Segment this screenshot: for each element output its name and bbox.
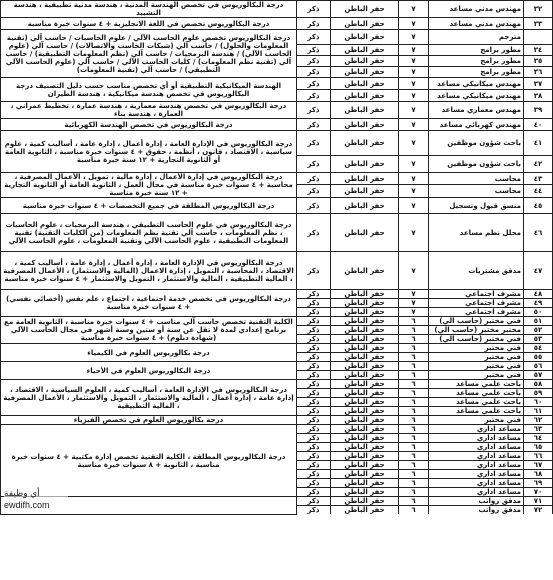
location-cell: حفر الباطن [331, 308, 399, 317]
gender-cell: ذكر [297, 434, 331, 443]
watermark [4, 487, 68, 511]
gender-cell: ذكر [297, 173, 331, 185]
row-number-cell: ٦٦ [524, 452, 553, 461]
qualification-cell: درجة البكالوريوس المطلقة ، الكلية التقنية تخصص إدارة مكتبية + ٤ سنوات خبرة مناسبة ، الثانوية + ٨ سنوات خبرة مناسبة [1, 425, 297, 497]
row-number-cell: ٤٧ [524, 252, 553, 290]
rank-cell: ٧ [399, 185, 429, 198]
location-cell: حفر الباطن [331, 102, 399, 119]
row-number-cell: ٤١ [524, 131, 553, 156]
watermark-url: ewdifh.com [4, 500, 50, 510]
qualification-cell: درجة البكالوريوس تخصص في اللغة الانجليزية + ٤ سنوات خبرة مناسبة [1, 18, 297, 30]
rank-cell: ٦ [399, 398, 429, 407]
table-row [1, 214, 553, 252]
row-number-cell: ٣٣ [524, 18, 553, 30]
job-title-cell: فني مختبر [429, 362, 524, 371]
gender-cell: ذكر [297, 45, 331, 56]
job-title-cell: مساعد اداري [429, 425, 524, 434]
table-row [1, 30, 553, 45]
job-title-cell: منسق قبول وتسجيل [429, 198, 524, 214]
job-title-cell: مساعد اداري [429, 434, 524, 443]
location-cell: حفر الباطن [331, 488, 399, 497]
gender-cell: ذكر [297, 443, 331, 452]
gender-cell: ذكر [297, 425, 331, 434]
row-number-cell: ٣٤ [524, 45, 553, 56]
row-number-cell: ٤٠ [524, 119, 553, 131]
table-row [1, 416, 553, 425]
row-number-cell: ٦٣ [524, 425, 553, 434]
gender-cell: ذكر [297, 380, 331, 389]
rank-cell: ٦ [399, 425, 429, 434]
rank-cell: ٧ [399, 198, 429, 214]
rank-cell: ٧ [399, 90, 429, 102]
job-title-cell: فني مختبر (حاسب آلي) [429, 317, 524, 326]
location-cell: حفر الباطن [331, 30, 399, 45]
location-cell: حفر الباطن [331, 425, 399, 434]
location-cell: حفر الباطن [331, 173, 399, 185]
rank-cell: ٧ [399, 56, 429, 67]
gender-cell: ذكر [297, 497, 331, 506]
job-title-cell: مساعد اداري [429, 443, 524, 452]
rank-cell: ٧ [399, 67, 429, 78]
row-number-cell: ٧٢ [524, 506, 553, 515]
location-cell: حفر الباطن [331, 443, 399, 452]
row-number-cell: ٦٩ [524, 479, 553, 488]
row-number-cell: ٥٢ [524, 326, 553, 335]
job-title-cell: مهندس ميكانيكي مساعد [429, 90, 524, 102]
rank-cell: ٦ [399, 452, 429, 461]
rank-cell: ٧ [399, 30, 429, 45]
rank-cell: ٧ [399, 102, 429, 119]
gender-cell: ذكر [297, 119, 331, 131]
rank-cell: ٦ [399, 479, 429, 488]
rank-cell: ٦ [399, 389, 429, 398]
location-cell: حفر الباطن [331, 344, 399, 353]
rank-cell: ٦ [399, 407, 429, 416]
job-title-cell: مهندس كهربائي مساعد [429, 119, 524, 131]
job-title-cell: باحث شؤون موظفين [429, 156, 524, 173]
rank-cell: ٧ [399, 308, 429, 317]
row-number-cell: ٦٤ [524, 434, 553, 443]
gender-cell: ذكر [297, 344, 331, 353]
location-cell: حفر الباطن [331, 452, 399, 461]
location-cell: حفر الباطن [331, 371, 399, 380]
location-cell: حفر الباطن [331, 407, 399, 416]
table-row [1, 18, 553, 30]
qualification-cell: درجة بكالوريوس العلوم في الكيمياء [1, 344, 297, 362]
qualification-cell: الكلية التقنية تخصص حاسب آلي مناسب + ٤ سنوات خبرة مناسبة ، الثانوية العامة مع برنامج إعدادي لمدة لا تقل عن سنة أو ستين وسنة أشهر في مجال الحاسب الآلي (شهادة دبلوم) + ٤ سنوات خبرة مناسبة [1, 317, 297, 344]
job-title-cell: مشرف اجتماعي [429, 308, 524, 317]
row-number-cell [524, 30, 553, 45]
table-row [1, 252, 553, 290]
rank-cell: ٧ [399, 131, 429, 156]
qualification-cell: درجة بكالوريوس العلوم في تخصص الفيزياء [1, 416, 297, 425]
location-cell: حفر الباطن [331, 1, 399, 18]
rank-cell: ٦ [399, 434, 429, 443]
location-cell: حفر الباطن [331, 131, 399, 156]
rank-cell: ٧ [399, 18, 429, 30]
row-number-cell: ٦١ [524, 407, 553, 416]
location-cell: حفر الباطن [331, 335, 399, 344]
gender-cell: ذكر [297, 308, 331, 317]
rank-cell: ٦ [399, 317, 429, 326]
rank-cell: ٧ [399, 299, 429, 308]
job-title-cell: فني مختبر [429, 344, 524, 353]
row-number-cell: ٦٢ [524, 416, 553, 425]
rank-cell: ٦ [399, 470, 429, 479]
location-cell: حفر الباطن [331, 252, 399, 290]
gender-cell: ذكر [297, 290, 331, 299]
table-row [1, 198, 553, 214]
row-number-cell: ٣٨ [524, 90, 553, 102]
row-number-cell: ٤٥ [524, 198, 553, 214]
row-number-cell: ٦٠ [524, 398, 553, 407]
job-title-cell: مساعد اداري [429, 470, 524, 479]
gender-cell: ذكر [297, 452, 331, 461]
row-number-cell: ٥٥ [524, 353, 553, 362]
location-cell: حفر الباطن [331, 416, 399, 425]
job-title-cell: محاسب [429, 173, 524, 185]
job-title-cell: مختبر مختبر (حاسب آلي) [429, 326, 524, 335]
location-cell: حفر الباطن [331, 119, 399, 131]
qualification-cell: درجة البكالوريوس في علوم الحاسب التطبيقي ، هندسة البرمجيات ، علوم الحاسبات ، نظم المعلومات ، حاسب آلي تقنية نظم المعلومات (من الكليات التقنية) تقنية المعلومات التطبيقية ، علوم الحاسب الآلي وتقنية المعلومات ، علوم الحاسب الآلي [1, 214, 297, 252]
location-cell: حفر الباطن [331, 461, 399, 470]
qualification-cell: درجة البكالوريوس العلوم في الأحياء [1, 362, 297, 380]
row-number-cell: ٣٧ [524, 78, 553, 90]
job-title-cell: مطور برامج [429, 45, 524, 56]
table-row [1, 317, 553, 326]
table-row [1, 290, 553, 299]
table-row [1, 173, 553, 185]
location-cell: حفر الباطن [331, 156, 399, 173]
qualification-cell: الهندسة الميكانيكية التطبيقية أو أي تخصص مناسب حسب دليل التصنيف درجة البكالوريوس في تخصص هندسة ميكانيكية ، هندسة الطيران [1, 78, 297, 102]
location-cell: حفر الباطن [331, 398, 399, 407]
gender-cell: ذكر [297, 214, 331, 252]
rank-cell: ٦ [399, 506, 429, 515]
rank-cell: ٦ [399, 497, 429, 506]
location-cell: حفر الباطن [331, 353, 399, 362]
location-cell: حفر الباطن [331, 479, 399, 488]
gender-cell: ذكر [297, 353, 331, 362]
gender-cell: ذكر [297, 479, 331, 488]
job-title-cell: محاسب [429, 185, 524, 198]
rank-cell: ٧ [399, 173, 429, 185]
qualification-cell: درجة البكالوريوس في الإدارة العامة ، أساليب كمية ، العلوم السياسية ، الاقتصاد ، إدارة عامة ، إدارة أعمال ، المالية والاستثمار ، التمويل والاستثمار ، الأعمال المصرفية ، المالية التطبيقية [1, 380, 297, 416]
row-number-cell: ٣٩ [524, 102, 553, 119]
rank-cell: ٦ [399, 335, 429, 344]
job-title-cell: فني مختبر [429, 371, 524, 380]
table-row [1, 131, 553, 156]
location-cell: حفر الباطن [331, 299, 399, 308]
job-title-cell: محلل نظم مساعد [429, 214, 524, 252]
gender-cell: ذكر [297, 78, 331, 90]
row-number-cell: ٦٨ [524, 470, 553, 479]
gender-cell: ذكر [297, 18, 331, 30]
job-title-cell: مهندس مدني مساعد [429, 1, 524, 18]
rank-cell: ٧ [399, 156, 429, 173]
row-number-cell: ٥٨ [524, 380, 553, 389]
row-number-cell: ٣٦ [524, 67, 553, 78]
row-number-cell: ٧١ [524, 497, 553, 506]
row-number-cell: ٧٠ [524, 488, 553, 497]
rank-cell: ٧ [399, 1, 429, 18]
job-title-cell: مساعد اداري [429, 488, 524, 497]
row-number-cell: ٥٣ [524, 335, 553, 344]
gender-cell: ذكر [297, 1, 331, 18]
qualification-cell: درجة البكالوريوس في تخصص الهندسة المدنية ، هندسة مدنية تطبيقية ، هندسة التشييد [1, 1, 297, 18]
rank-cell: ٦ [399, 344, 429, 353]
location-cell: حفر الباطن [331, 78, 399, 90]
job-title-cell: فني مختبر [429, 353, 524, 362]
gender-cell: ذكر [297, 317, 331, 326]
job-title-cell: مشرف اجتماعي [429, 290, 524, 299]
gender-cell: ذكر [297, 185, 331, 198]
gender-cell: ذكر [297, 67, 331, 78]
row-number-cell: ٥٩ [524, 389, 553, 398]
location-cell: حفر الباطن [331, 214, 399, 252]
job-title-cell: مترجم [429, 30, 524, 45]
row-number-cell: ٣٢ [524, 1, 553, 18]
location-cell: حفر الباطن [331, 434, 399, 443]
rank-cell: ٧ [399, 252, 429, 290]
gender-cell: ذكر [297, 131, 331, 156]
gender-cell: ذكر [297, 461, 331, 470]
gender-cell: ذكر [297, 470, 331, 479]
qualification-cell: درجة البكالوريوس في تخصص خدمة اجتماعية ، اجتماع ، علم نفس (أخصائي نفسي) + ٤ سنوات خبرة مناسبة [1, 290, 297, 317]
gender-cell: ذكر [297, 90, 331, 102]
table-row [1, 380, 553, 389]
rank-cell: ٦ [399, 380, 429, 389]
gender-cell: ذكر [297, 371, 331, 380]
location-cell: حفر الباطن [331, 317, 399, 326]
row-number-cell: ٤٣ [524, 173, 553, 185]
row-number-cell: ٤٢ [524, 156, 553, 173]
table-row [1, 344, 553, 353]
gender-cell: ذكر [297, 335, 331, 344]
row-number-cell: ٤٩ [524, 299, 553, 308]
job-title-cell: باحث علمي مساعد [429, 380, 524, 389]
location-cell: حفر الباطن [331, 326, 399, 335]
job-title-cell: مهندس ميكانيكي مساعد [429, 78, 524, 90]
location-cell: حفر الباطن [331, 90, 399, 102]
location-cell: حفر الباطن [331, 470, 399, 479]
rank-cell: ٧ [399, 214, 429, 252]
qualification-cell: درجة البكالوريوس المطلقة في جميع التخصصات + ٤ سنوات خبرة مناسبة [1, 198, 297, 214]
row-number-cell: ٤٤ [524, 185, 553, 198]
rank-cell: ٦ [399, 488, 429, 497]
row-number-cell: ٦٧ [524, 461, 553, 470]
table-row [1, 119, 553, 131]
row-number-cell: ٥٤ [524, 344, 553, 353]
location-cell: حفر الباطن [331, 389, 399, 398]
qualification-cell: درجة البكالوريوس في تخصص الهندسة الكهربائية [1, 119, 297, 131]
gender-cell: ذكر [297, 488, 331, 497]
table-row [1, 78, 553, 90]
qualification-cell: درجة البكالوريوس تخصص علوم الحاسب الآلي / علوم الحاسبات / حاسب آلي (تقنية المعلومات والحلول) / حاسب آلي (شبكات الحاسب والاتصالات) / حاسب آلي (علوم الحاسب الآلي) / هندسة البرمجيات / حاسب آلي (نظم المعلومات التطبيقية) / حاسب آلي (تقنية نظم المعلومات) / كليات الحاسب الآلي / حاسب آلي (علوم الحاسب الآلي التطبيقي) / حاسب آلي (تقنية المعلومات) [1, 30, 297, 78]
gender-cell: ذكر [297, 30, 331, 45]
job-title-cell: باحث شؤون موظفين [429, 131, 524, 156]
location-cell: حفر الباطن [331, 506, 399, 515]
jobs-table-body [1, 1, 553, 515]
job-title-cell: مشرف اجتماعي [429, 299, 524, 308]
rank-cell: ٦ [399, 461, 429, 470]
qualification-cell: درجة البكالوريوس في تخصص هندسة معمارية ، هندسة عمارة ، تخطيط عمراني ، العمارة ، هندسة بناء [1, 102, 297, 119]
rank-cell: ٦ [399, 326, 429, 335]
job-title-cell: مساعد اداري [429, 452, 524, 461]
row-number-cell: ٦٥ [524, 443, 553, 452]
row-number-cell: ٥٧ [524, 371, 553, 380]
gender-cell: ذكر [297, 398, 331, 407]
location-cell: حفر الباطن [331, 18, 399, 30]
rank-cell: ٧ [399, 119, 429, 131]
gender-cell: ذكر [297, 407, 331, 416]
gender-cell: ذكر [297, 506, 331, 515]
gender-cell: ذكر [297, 362, 331, 371]
job-title-cell: مطور برامج [429, 56, 524, 67]
job-title-cell: مطور برامج [429, 67, 524, 78]
rank-cell: ٧ [399, 78, 429, 90]
location-cell: حفر الباطن [331, 45, 399, 56]
table-row [1, 362, 553, 371]
qualification-cell: درجة البكالوريوس في الإدارة العامة ، إدارة أعمال ، إدارة عامة ، أساليب كمية ، الاقتصاد ، المحاسبة ، التمويل ، إدارة الاعمال (المالية والاستثمار) ، الأعمال المصرفية ، المالية التطبيقية ، المالية والاستثمار ، التمويل والاستثمار + ٤ سنوات خبرة مناسبة [1, 252, 297, 290]
rank-cell: ٦ [399, 416, 429, 425]
row-number-cell: ٥٠ [524, 308, 553, 317]
rank-cell: ٧ [399, 45, 429, 56]
row-number-cell: ٤٨ [524, 290, 553, 299]
table-row [1, 102, 553, 119]
table-row [1, 1, 553, 18]
location-cell: حفر الباطن [331, 67, 399, 78]
gender-cell: ذكر [297, 389, 331, 398]
job-title-cell: باحث علمي مساعد [429, 398, 524, 407]
job-title-cell: فني مختبر (حاسب آلي) [429, 335, 524, 344]
gender-cell: ذكر [297, 252, 331, 290]
job-title-cell: مساعد اداري [429, 479, 524, 488]
rank-cell: ٦ [399, 443, 429, 452]
row-number-cell: ٣٥ [524, 56, 553, 67]
rank-cell: ٦ [399, 362, 429, 371]
qualification-cell: درجة البكالوريوس في الإدارة العامة ، إدارة أعمال ، إدارة عامة ، أساليب كمية ، علوم سياسية ، الاقتصاد ، قانون ، أنظمة ، حقوق + ٤ سنوات خبرة مناسبة ، الثانوية العامة أو الثانوية التجارية + ١٢ سنة خبرة مناسبة [1, 131, 297, 173]
rank-cell: ٦ [399, 371, 429, 380]
job-title-cell: فني مختبر [429, 416, 524, 425]
location-cell: حفر الباطن [331, 185, 399, 198]
location-cell: حفر الباطن [331, 380, 399, 389]
gender-cell: ذكر [297, 156, 331, 173]
gender-cell: ذكر [297, 102, 331, 119]
job-title-cell: مساعد اداري [429, 461, 524, 470]
location-cell: حفر الباطن [331, 56, 399, 67]
job-title-cell: مهندس مدني مساعد [429, 18, 524, 30]
row-number-cell: ٥٦ [524, 362, 553, 371]
location-cell: حفر الباطن [331, 290, 399, 299]
job-title-cell: مدقق مشتريات [429, 252, 524, 290]
job-title-cell: مدقق رواتب [429, 506, 524, 515]
watermark-arabic: أي وظيفة [4, 488, 40, 498]
job-title-cell: مهندس معماري مساعد [429, 102, 524, 119]
gender-cell: ذكر [297, 198, 331, 214]
qualification-cell: درجة البكالوريوس في إدارة الأعمال ، إدارة مالية ، تمويل ، الأعمال المصرفية ، محاسبة + ٤ سنوات خبرة مناسبة في مجال العمل ، الثانوية العامة أو الثانوية التجارية + ١٢ سنة خبرة مناسبة [1, 173, 297, 198]
rank-cell: ٧ [399, 290, 429, 299]
gender-cell: ذكر [297, 299, 331, 308]
location-cell: حفر الباطن [331, 362, 399, 371]
gender-cell: ذكر [297, 326, 331, 335]
job-title-cell: باحث علمي مساعد [429, 389, 524, 398]
rank-cell: ٦ [399, 353, 429, 362]
location-cell: حفر الباطن [331, 497, 399, 506]
job-title-cell: مدقق رواتب [429, 497, 524, 506]
location-cell: حفر الباطن [331, 198, 399, 214]
row-number-cell: ٤٦ [524, 214, 553, 252]
table-row [1, 425, 553, 434]
job-title-cell: باحث علمي مساعد [429, 407, 524, 416]
gender-cell: ذكر [297, 416, 331, 425]
table-row [1, 497, 553, 506]
gender-cell: ذكر [297, 56, 331, 67]
row-number-cell: ٥١ [524, 317, 553, 326]
